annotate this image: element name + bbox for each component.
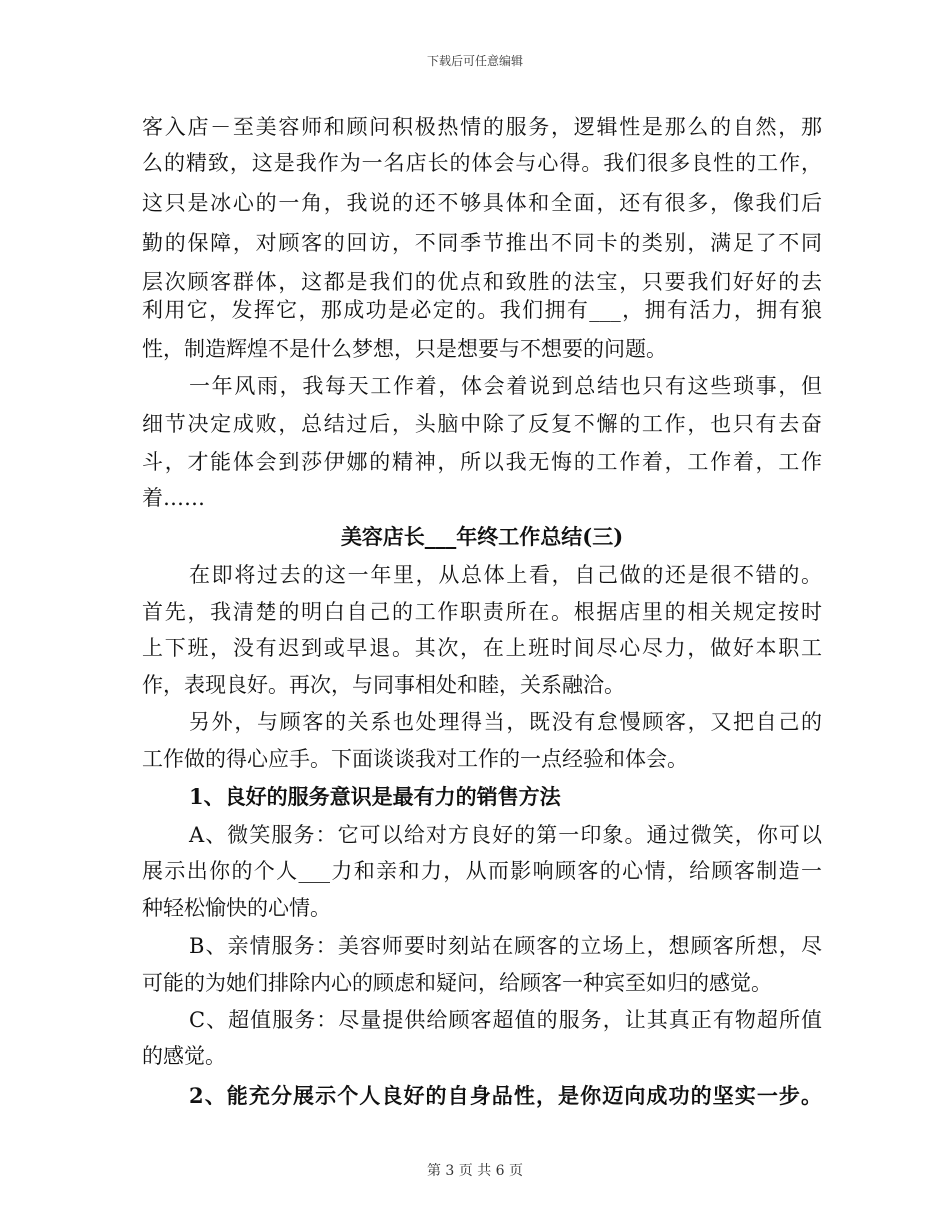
- paragraph-line: 种轻松愉快的心情。: [142, 896, 331, 920]
- subheading: 2、能充分展示个人良好的自身品性，是你迈向成功的坚实一步。: [189, 1083, 822, 1108]
- paragraph-line: 首先，我清楚的明白自己的工作职责所在。根据店里的相关规定按时: [142, 600, 822, 624]
- paragraph-line: 利用它，发挥它，那成功是必定的。我们拥有___，拥有活力，拥有狼: [142, 298, 822, 322]
- paragraph-line: 勤的保障，对顾客的回访，不同季节推出不同卡的类别，满足了不同: [142, 231, 822, 255]
- page-header: 下载后可任意编辑: [426, 54, 523, 68]
- paragraph-line: 客入店－至美容师和顾问积极热情的服务，逻辑性是那么的自然，那: [142, 115, 822, 139]
- paragraph-line: 性，制造辉煌不是什么梦想，只是想要与不想要的问题。: [142, 337, 667, 361]
- paragraph-line: 在即将过去的这一年里，从总体上看，自己做的还是很不错的。: [189, 563, 822, 587]
- paragraph-line: 展示出你的个人___力和亲和力，从而影响顾客的心情，给顾客制造一: [142, 859, 822, 883]
- paragraph-line: B、亲情服务：美容师要时刻站在顾客的立场上，想顾客所想，尽: [189, 934, 822, 958]
- paragraph-line: 的感觉。: [142, 1044, 226, 1068]
- page-footer: 第 3 页 共 6 页: [426, 1163, 524, 1179]
- paragraph-line: 可能的为她们排除内心的顾虑和疑问，给顾客一种宾至如归的感觉。: [142, 971, 772, 995]
- paragraph-line: 着……: [142, 486, 205, 510]
- paragraph-line: 层次顾客群体，这都是我们的优点和致胜的法宝，只要我们好好的去: [142, 270, 822, 294]
- paragraph-line: 斗，才能体会到莎伊娜的精神，所以我无悔的工作着，工作着，工作: [142, 450, 822, 474]
- paragraph-line: 细节决定成败，总结过后，头脑中除了反复不懈的工作，也只有去奋: [142, 412, 822, 436]
- paragraph-line: 么的精致，这是我作为一名店长的体会与心得。我们很多良性的工作，: [142, 151, 822, 175]
- paragraph-line: C、超值服务：尽量提供给顾客超值的服务，让其真正有物超所值: [189, 1008, 822, 1032]
- paragraph-line: 这只是冰心的一角，我说的还不够具体和全面，还有很多，像我们后: [142, 191, 822, 215]
- paragraph-line: 一年风雨，我每天工作着，体会着说到总结也只有这些琐事，但: [189, 374, 822, 398]
- paragraph-line: 作，表现良好。再次，与同事相处和睦，关系融洽。: [142, 673, 625, 697]
- paragraph-line: 另外，与顾客的关系也处理得当，既没有怠慢顾客，又把自己的: [189, 710, 822, 734]
- section-title: 美容店长___年终工作总结(三): [340, 524, 624, 549]
- paragraph-line: 上下班，没有迟到或早退。其次，在上班时间尽心尽力，做好本职工: [142, 636, 822, 660]
- subheading: 1、良好的服务意识是最有力的销售方法: [189, 784, 561, 809]
- paragraph-line: 工作做的得心应手。下面谈谈我对工作的一点经验和体会。: [142, 747, 688, 771]
- paragraph-line: A、微笑服务：它可以给对方良好的第一印象。通过微笑，你可以: [189, 823, 822, 847]
